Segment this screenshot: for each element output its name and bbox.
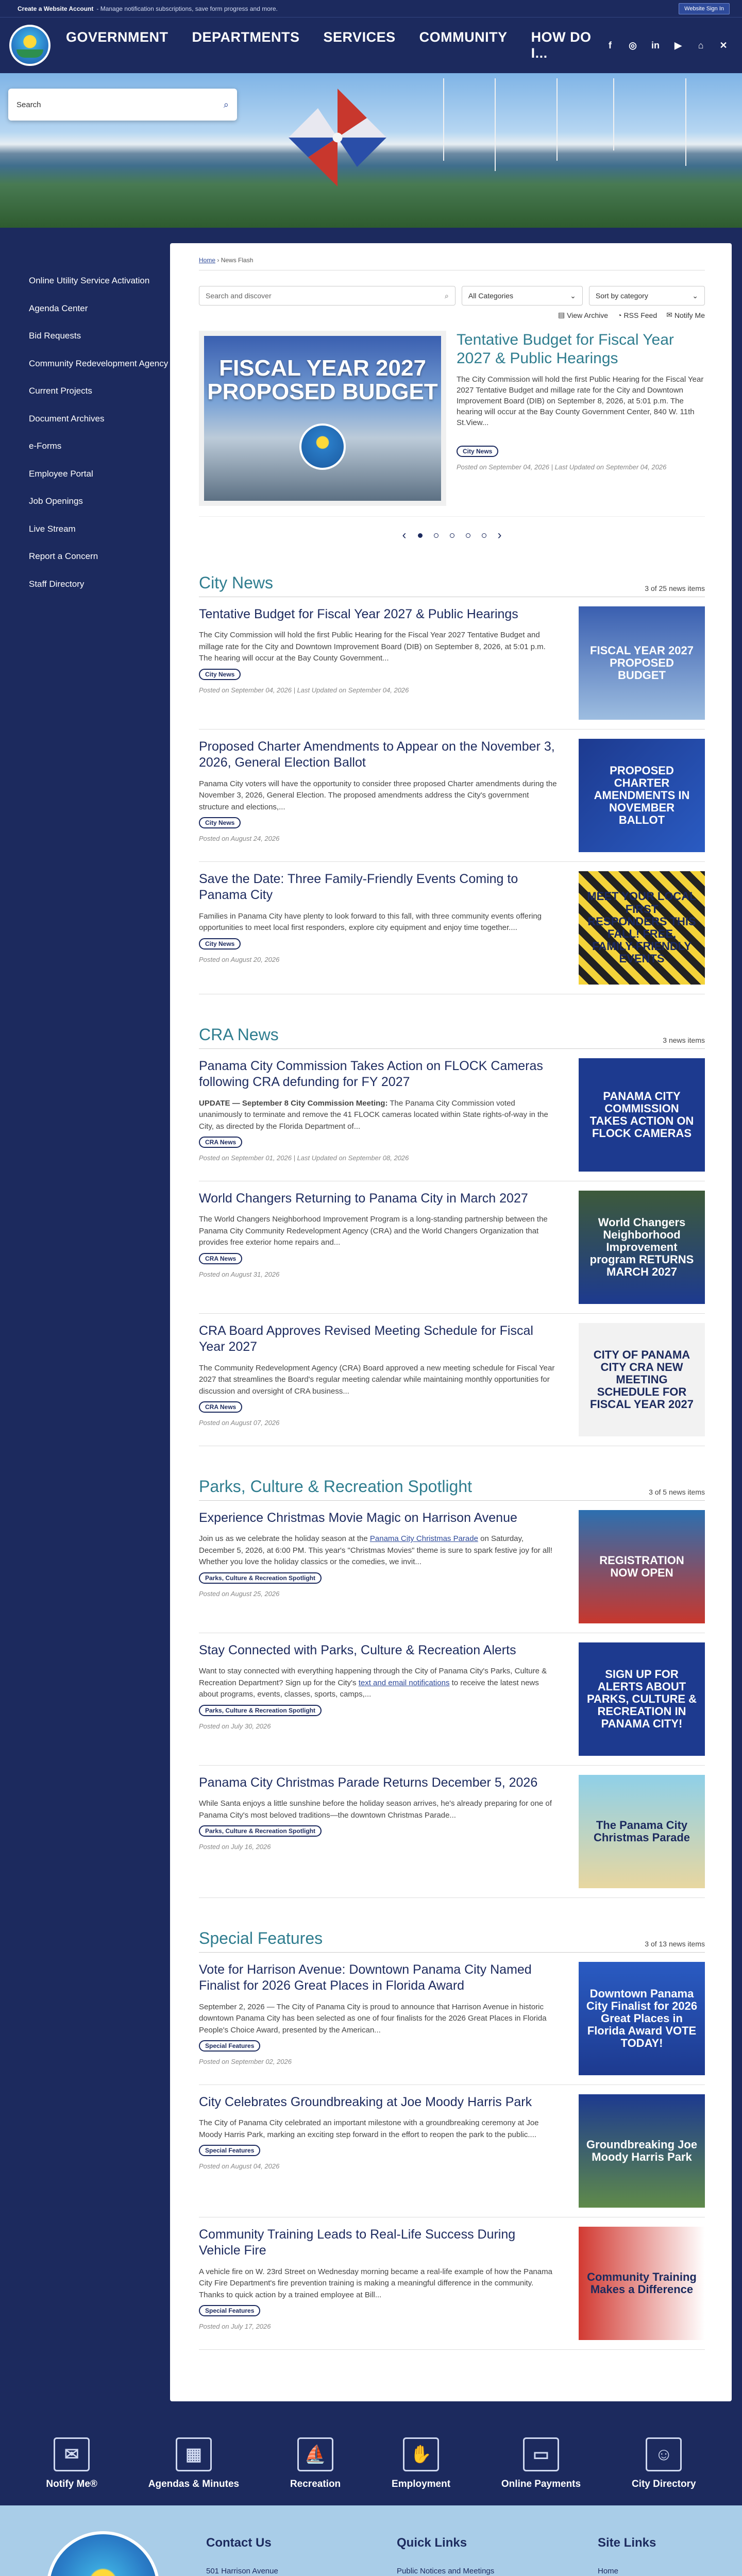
site-links: Site Links Home: [598, 2531, 659, 2576]
thumbnail-caption: PROPOSED CHARTER AMENDMENTS IN NOVEMBER BALLOT: [594, 764, 690, 827]
category-tag[interactable]: Special Features: [199, 2145, 260, 2156]
nav-how-do-i[interactable]: HOW DO I...: [531, 29, 592, 61]
item-thumbnail[interactable]: [579, 1775, 705, 1888]
nav-government[interactable]: GOVERNMENT: [66, 29, 168, 45]
category-tag[interactable]: City News: [199, 938, 241, 950]
item-thumbnail[interactable]: [579, 739, 705, 852]
sidebar-item[interactable]: e-Forms: [29, 441, 62, 451]
news-search-input[interactable]: Search and discover ⌕: [199, 286, 456, 306]
instagram-icon[interactable]: ◎: [629, 40, 637, 50]
nav-services[interactable]: SERVICES: [323, 29, 396, 45]
city-directory-tile[interactable]: ☺ City Directory: [632, 2437, 696, 2490]
news-item: [199, 1058, 705, 1181]
category-tag[interactable]: Special Features: [199, 2305, 260, 2316]
chevron-down-icon: ⌄: [692, 291, 698, 300]
section-title[interactable]: CRA News: [199, 1025, 279, 1044]
post-date: Posted on July 17, 2026: [199, 2323, 271, 2330]
slide-image-line-2: PROPOSED BUDGET: [207, 379, 438, 405]
thumbnail-caption: REGISTRATION NOW OPEN: [599, 1553, 684, 1579]
nextdoor-icon[interactable]: ⌂: [698, 40, 704, 50]
site-link[interactable]: Home: [598, 2566, 619, 2575]
post-date: Posted on August 25, 2026: [199, 1589, 280, 1598]
news-item: [199, 739, 705, 862]
news-section: [199, 1929, 705, 2350]
archive-icon: ▤: [558, 311, 565, 319]
category-tag[interactable]: CRA News: [199, 1401, 242, 1413]
thumbnail-caption: SIGN UP FOR ALERTS ABOUT PARKS, CULTURE & RECREATION IN PANAMA CITY!: [586, 1667, 697, 1731]
post-date: Posted on September 04, 2026 | Last Updated on September 04, 2026: [199, 686, 409, 694]
thumbnail-caption: Community Training Makes a Difference: [587, 2270, 697, 2296]
notify-me-link[interactable]: ✉ Notify Me: [666, 311, 705, 319]
news-tools: [199, 311, 705, 319]
breadcrumb: Home › News Flash: [199, 257, 254, 264]
sidebar-item[interactable]: Employee Portal: [29, 468, 93, 479]
thumbnail-caption: MEET YOUR LOCAL FIRST RESPONDERS THIS FALL! FREE, FAMILY-FRIENDLY EVENTS: [587, 890, 697, 965]
contact-us: Contact Us 501 Harrison Avenue: [206, 2536, 278, 2575]
city-seal-image: [299, 423, 346, 470]
category-tag[interactable]: City News: [457, 446, 498, 457]
nav-community[interactable]: COMMUNITY: [419, 29, 508, 45]
sailboat-mast: [495, 78, 496, 171]
item-thumbnail[interactable]: [579, 1058, 705, 1172]
sidebar-item[interactable]: Agenda Center: [29, 303, 88, 313]
create-account-link[interactable]: Create a Website Account: [18, 5, 94, 12]
item-summary: The Community Redevelopment Agency (CRA) Board approved a new meeting schedule for Fiscal Year 2027 that streamlines the Board's regular meeting calendar while maintaining monthly opportunities for discussion and oversight of CRA business...: [199, 1363, 555, 1396]
section-header: [199, 1025, 705, 1049]
site-header: [0, 18, 742, 73]
item-thumbnail[interactable]: [579, 2094, 705, 2208]
category-tag[interactable]: CRA News: [199, 1137, 242, 1148]
item-thumbnail[interactable]: [579, 1191, 705, 1304]
employment-tile[interactable]: ✋ Employment: [392, 2437, 450, 2490]
slide-image-line-1: FISCAL YEAR 2027: [219, 355, 426, 381]
section-header: [199, 1477, 705, 1501]
mail-icon: ✉: [666, 311, 672, 319]
sidebar-item[interactable]: Document Archives: [29, 413, 105, 423]
nav-departments[interactable]: DEPARTMENTS: [192, 29, 300, 45]
section-count: 3 of 25 news items: [645, 584, 705, 592]
item-thumbnail[interactable]: [579, 1642, 705, 1756]
post-date: Posted on August 31, 2026: [199, 1270, 280, 1278]
item-title[interactable]: Experience Christmas Movie Magic on Harrison Avenue: [199, 1511, 517, 1525]
post-date: Posted on August 24, 2026: [199, 835, 280, 842]
news-item: [199, 1510, 705, 1633]
item-thumbnail[interactable]: [579, 1323, 705, 1436]
thumbnail-caption: Downtown Panama City Finalist for 2026 Great Places in Florida Award VOTE TODAY!: [586, 1987, 698, 2050]
x-icon[interactable]: ✕: [719, 40, 728, 50]
item-summary: Join us as we celebrate the holiday season at the Panama City Christmas Parade on Saturday, December 5, 2026, at 6:00 PM. This year's "Christmas Movies" theme is sure to spark festive joy for all! Whether you love the holiday classics or the comedies, we invit...: [199, 1534, 553, 1567]
item-summary: UPDATE — September 8 City Commission Meeting: The Panama City Commission voted unanimously to terminate and remove the 41 FLOCK cameras located within State rights-of-way in the City, as directed by the Florida Department of...: [199, 1098, 548, 1131]
news-item: [199, 606, 705, 730]
breadcrumb-current: News Flash: [221, 257, 254, 264]
item-thumbnail[interactable]: [579, 1510, 705, 1623]
inline-link[interactable]: Panama City Christmas Parade: [369, 1534, 478, 1544]
news-item: [199, 2094, 705, 2217]
breadcrumb-home[interactable]: Home: [199, 257, 216, 264]
item-summary: Panama City voters will have the opportunity to consider three proposed Charter amendments during the November 3, 2026, General Election. The proposed amendments address the City's government structure and elections,...: [199, 779, 557, 811]
quick-link[interactable]: Public Notices and Meetings: [397, 2566, 495, 2575]
item-thumbnail[interactable]: [579, 2227, 705, 2340]
pinwheel-image: [289, 89, 386, 187]
category-tag[interactable]: Parks, Culture & Recreation Spotlight: [199, 1705, 322, 1716]
item-title[interactable]: Stay Connected with Parks, Culture & Recreation Alerts: [199, 1643, 516, 1657]
agendas-tile[interactable]: ▦ Agendas & Minutes: [148, 2437, 239, 2490]
post-date: Posted on July 16, 2026: [199, 1843, 271, 1851]
news-sections: [199, 573, 705, 2350]
category-select[interactable]: All Categories ⌄: [462, 286, 583, 306]
item-thumbnail[interactable]: [579, 1962, 705, 2075]
pager-dot[interactable]: [466, 533, 470, 538]
item-title[interactable]: World Changers Returning to Panama City in March 2027: [199, 1191, 528, 1206]
news-section: [199, 1025, 705, 1446]
news-section: [199, 573, 705, 994]
news-item: [199, 1775, 705, 1898]
search-icon[interactable]: ⌕: [445, 291, 449, 300]
slider-pager: [199, 517, 705, 573]
item-summary: Families in Panama City have plenty to look forward to this fall, with three community events offering opportunities to meet local first responders, explore city equipment and enjoy time together....: [199, 911, 542, 932]
sailboat-mast: [685, 78, 686, 166]
category-tag[interactable]: Special Features: [199, 2040, 260, 2052]
inline-link[interactable]: text and email notifications: [358, 1678, 450, 1687]
handshake-icon: ✋: [403, 2437, 439, 2471]
section-title[interactable]: City News: [199, 573, 274, 592]
news-filters: [199, 286, 705, 306]
category-tag[interactable]: CRA News: [199, 1253, 242, 1264]
hero-banner: [0, 73, 742, 228]
website-sign-in-button[interactable]: Website Sign In: [679, 3, 730, 14]
item-title[interactable]: Save the Date: Three Family-Friendly Events Coming to Panama City: [199, 872, 518, 903]
post-date: Posted on September 01, 2026 | Last Updated on September 08, 2026: [199, 1154, 409, 1162]
item-title[interactable]: Community Training Leads to Real-Life Success During Vehicle Fire: [199, 2227, 516, 2258]
pager-dot[interactable]: [482, 533, 486, 538]
news-item: [199, 1323, 705, 1446]
item-title[interactable]: Tentative Budget for Fiscal Year 2027 & Public Hearings: [199, 607, 518, 621]
notify-me-tile[interactable]: ✉ Notify Me®: [46, 2437, 97, 2490]
post-date: Posted on July 30, 2026: [199, 1722, 271, 1730]
post-date: Posted on September 04, 2026 | Last Updated on September 04, 2026: [457, 463, 667, 471]
chevron-right-icon[interactable]: ›: [497, 528, 502, 542]
main-nav: [66, 29, 604, 61]
news-item: [199, 1642, 705, 1766]
pager-dot[interactable]: [434, 533, 439, 538]
post-date: Posted on August 20, 2026: [199, 955, 280, 963]
pager-dot[interactable]: [450, 533, 454, 538]
site-footer: [0, 2505, 742, 2576]
category-tag[interactable]: City News: [199, 669, 241, 680]
category-tag[interactable]: City News: [199, 817, 241, 828]
item-summary: The World Changers Neighborhood Improvement Program is a long-standing partnership between the Panama City Community Redevelopment Agency (CRA) and the World Changers Organization that provides free exterior home repairs and...: [199, 1215, 548, 1247]
rss-feed-link[interactable]: ◔ RSS Feed: [617, 311, 657, 319]
thumbnail-caption: PANAMA CITY COMMISSION TAKES ACTION ON FLOCK CAMERAS: [589, 1089, 694, 1140]
item-summary: Want to stay connected with everything happening through the City of Panama City's Parks, Culture & Recreation Department? Sign up for the City's text and email notifications to receive the latest news about programs, events, classes, sports, camps,...: [199, 1667, 547, 1699]
post-date: Posted on August 04, 2026: [199, 2162, 280, 2171]
category-tag[interactable]: Parks, Culture & Recreation Spotlight: [199, 1825, 322, 1837]
news-item: [199, 1191, 705, 1314]
sailboat-mast: [443, 78, 444, 161]
thumbnail-caption: World Changers Neighborhood Improvement program RETURNS MARCH 2027: [589, 1215, 694, 1279]
sidebar: [0, 243, 170, 2401]
news-item: [199, 1962, 705, 2085]
item-summary: A vehicle fire on W. 23rd Street on Wednesday morning became a real-life example of how the Panama City Fire Department's fire prevention training is making a meaningful difference in the community. Thanks to quick action by a trained employee at Bill...: [199, 2267, 552, 2299]
sailboat-mast: [556, 78, 558, 161]
sidebar-item[interactable]: Staff Directory: [29, 579, 85, 589]
chevron-down-icon: ⌄: [570, 291, 576, 300]
city-seal-logo[interactable]: [9, 25, 50, 66]
item-summary: While Santa enjoys a little sunshine before the holiday season arrives, he's already preparing for one of Panama City's most beloved traditions—the downtown Christmas Parade...: [199, 1799, 552, 1820]
sidebar-item[interactable]: Live Stream: [29, 523, 76, 534]
footer-city-seal: [46, 2531, 160, 2576]
item-summary: The City Commission will hold the first Public Hearing for the Fiscal Year 2027 Tentative Budget and millage rate for the City and Downtown Improvement Board (DIB) on September 8, 2026, at 5:01 p.m. The hearing will occur at the Bay County Government...: [199, 631, 546, 663]
youtube-icon[interactable]: ▶: [674, 40, 682, 50]
pager-dot[interactable]: [418, 533, 423, 538]
section-header: [199, 573, 705, 597]
featured-slide-image: [199, 331, 446, 506]
featured-slide-text: The City Commission will hold the first Public Hearing for the Fiscal Year 2027 Tentative Budget and millage rate for the City and Downtown Improvement Board (DIB) on September 8, 2026, at 5:01 p.m. The hearing will occur at the Bay County Government Center, 840 W. 11th St.View...: [457, 375, 704, 427]
footer-quick-icons: [0, 2417, 742, 2505]
facebook-icon[interactable]: f: [609, 40, 612, 50]
sailboat-mast: [613, 78, 614, 150]
site-search: [8, 89, 237, 121]
category-tag[interactable]: Parks, Culture & Recreation Spotlight: [199, 1572, 322, 1584]
item-title[interactable]: Panama City Commission Takes Action on FLOCK Cameras following CRA defunding for FY 2027: [199, 1059, 543, 1090]
thumbnail-caption: Groundbreaking Joe Moody Harris Park: [586, 2138, 698, 2163]
item-thumbnail[interactable]: [579, 606, 705, 720]
search-icon[interactable]: ⌕: [223, 99, 229, 110]
rss-icon: ◔: [617, 311, 622, 319]
sidebar-item[interactable]: Current Projects: [29, 386, 92, 396]
online-payments-tile[interactable]: ▭ Online Payments: [501, 2437, 581, 2490]
top-bar: [0, 0, 742, 18]
item-summary: September 2, 2026 — The City of Panama City is proud to announce that Harrison Avenue in historic downtown Panama City has been selected as one of four finalists for the 2026 Great Places in Florida People's Choice Award, presented by the American...: [199, 2002, 547, 2035]
view-archive-link[interactable]: ▤ View Archive: [558, 311, 609, 319]
social-links: [604, 39, 730, 52]
section-count: 3 news items: [663, 1036, 705, 1044]
calendar-icon: ▦: [176, 2437, 212, 2471]
section-count: 3 of 5 news items: [649, 1488, 705, 1496]
chevron-left-icon[interactable]: ‹: [402, 528, 407, 542]
sidebar-item[interactable]: Job Openings: [29, 496, 83, 506]
thumbnail-caption: The Panama City Christmas Parade: [593, 1818, 690, 1844]
post-date: Posted on September 02, 2026: [199, 2058, 292, 2065]
thumbnail-caption: FISCAL YEAR 2027 PROPOSED BUDGET: [590, 643, 694, 682]
recreation-tile[interactable]: ⛵ Recreation: [290, 2437, 341, 2490]
create-account-sub: - Manage notification subscriptions, save form progress and more.: [96, 5, 278, 12]
section-header: [199, 1929, 705, 1953]
item-title[interactable]: City Celebrates Groundbreaking at Joe Moody Harris Park: [199, 2095, 532, 2109]
featured-slide-title[interactable]: Tentative Budget for Fiscal Year 2027 & Public Hearings: [457, 331, 674, 367]
post-date: Posted on August 07, 2026: [199, 1419, 280, 1427]
sailboat-icon: ⛵: [297, 2437, 333, 2471]
news-item: [199, 871, 705, 994]
item-title[interactable]: Proposed Charter Amendments to Appear on the November 3, 2026, General Election Ballot: [199, 739, 555, 770]
sidebar-item[interactable]: Community Redevelopment Agency: [29, 358, 168, 368]
id-card-icon: ☺: [646, 2437, 682, 2471]
thumbnail-caption: CITY OF PANAMA CITY CRA NEW MEETING SCHEDULE FOR FISCAL YEAR 2027: [590, 1348, 694, 1411]
section-title[interactable]: Special Features: [199, 1929, 323, 1947]
section-count: 3 of 13 news items: [645, 1940, 705, 1948]
news-section: [199, 1477, 705, 1898]
sort-select[interactable]: Sort by category ⌄: [589, 286, 705, 306]
item-summary: The City of Panama City celebrated an important milestone with a groundbreaking ceremony at Joe Moody Harris Park, marking an exciting step forward in the effort to reopen the park to the public....: [199, 2119, 539, 2139]
sidebar-item[interactable]: Bid Requests: [29, 331, 81, 341]
item-title[interactable]: Panama City Christmas Parade Returns December 5, 2026: [199, 1775, 538, 1790]
quick-links: Quick Links Public Notices and Meetings: [397, 2531, 551, 2576]
linkedin-icon[interactable]: in: [651, 40, 660, 50]
section-title[interactable]: Parks, Culture & Recreation Spotlight: [199, 1477, 473, 1496]
envelope-icon: ✉: [54, 2437, 90, 2471]
credit-card-icon: ▭: [523, 2437, 559, 2471]
item-title[interactable]: Vote for Harrison Avenue: Downtown Panama City Named Finalist for 2026 Great Places in Florida Award: [199, 1962, 532, 1993]
sidebar-item[interactable]: Online Utility Service Activation: [29, 276, 150, 285]
item-thumbnail[interactable]: [579, 871, 705, 985]
page-body: [0, 228, 742, 2417]
item-title[interactable]: CRA Board Approves Revised Meeting Schedule for Fiscal Year 2027: [199, 1324, 533, 1354]
site-search-input[interactable]: [16, 100, 224, 109]
main-content: [170, 243, 732, 2401]
news-item: [199, 2227, 705, 2350]
sidebar-item[interactable]: Report a Concern: [29, 551, 98, 561]
featured-slide[interactable]: [199, 326, 705, 517]
